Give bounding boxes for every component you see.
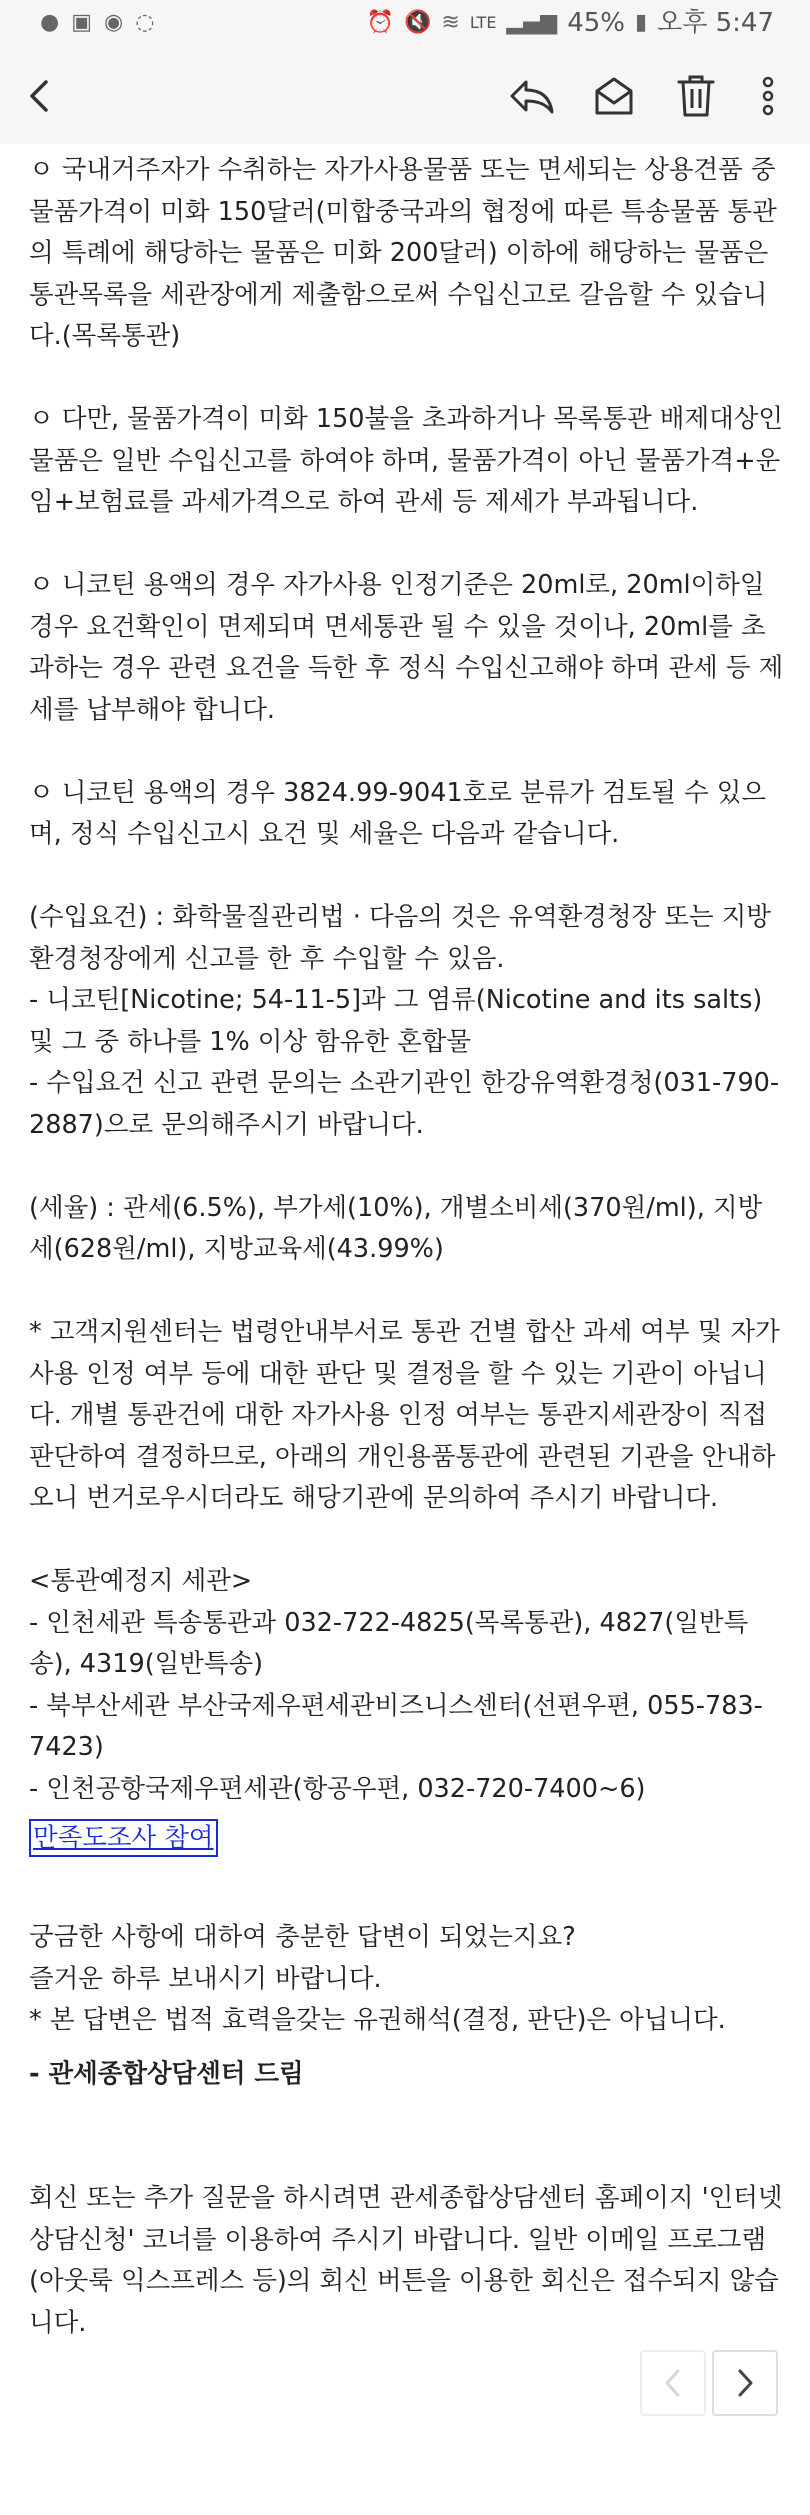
clock: 오후 5:47 (657, 8, 774, 38)
paragraph: - 북부산세관 부산국제우편세관비즈니스센터(선편우편, 055-783-7423) (29, 1690, 763, 1762)
envelope-open-icon (593, 75, 635, 117)
reply-icon (508, 76, 556, 116)
email-body (29, 150, 785, 2344)
survey-link[interactable]: 만족도조사 참여 (29, 1819, 218, 1857)
status-bar (0, 0, 810, 48)
paragraph: <통관예정지 세관> (29, 1566, 253, 1596)
signature: - 관세종합상담센터 드림 (29, 2058, 304, 2089)
alarm-icon: ⏰ (366, 10, 394, 35)
battery-icon: ▮ (635, 10, 648, 35)
network-type: LTE (469, 13, 497, 32)
paragraph: 회신 또는 추가 질문을 하시려면 관세종합상담센터 홈페이지 '인터넷상담신청' 코너를 이용하여 주시기 바랍니다. 일반 이메일 프로그램(아웃룩 익스프레스 등)의 회신 버튼을 이용한 회신은 접수되지 않습니다. (29, 2183, 783, 2338)
gallery-icon: ▣ (71, 10, 92, 35)
more-vertical-icon (761, 76, 775, 116)
previous-message-button[interactable] (640, 2350, 706, 2416)
paragraph: - 인천공항국제우편세관(항공우편, 032-720-7400~6) (29, 1773, 646, 1804)
app-badge-icon: ◌ (135, 10, 155, 35)
paragraph: 궁금한 사항에 대하여 충분한 답변이 되었는지요? (29, 1922, 576, 1952)
reply-button[interactable] (502, 66, 562, 126)
talk-icon: ◉ (104, 10, 124, 35)
paragraph: 즐거운 하루 보내시기 바랍니다. (29, 1963, 382, 1994)
paragraph: - 인천세관 특송통관과 032-722-4825(목록통관), 4827(일반특송), 4319(일반특송) (29, 1607, 749, 1679)
message-navigation (640, 2350, 778, 2416)
paragraph: - 수입요건 신고 관련 문의는 소관기관인 한강유역환경청(031-790-2887)으로 문의해주시기 바랍니다. (29, 1068, 780, 1140)
chevron-left-icon (661, 2368, 685, 2398)
notification-icons (40, 8, 154, 38)
delete-button[interactable] (666, 66, 726, 126)
mute-icon: 🔇 (404, 10, 432, 35)
back-button[interactable] (10, 66, 70, 126)
notification-app-icon: ● (40, 10, 60, 35)
system-status (367, 6, 774, 40)
paragraph: ㅇ 국내거주자가 수취하는 자가사용물품 또는 면세되는 상용견품 중 물품가격이 미화 150달러(미합중국과의 협정에 따른 특송물품 통관의 특례에 해당하는 물품은 미화 200달러) 이하에 해당하는 물품은 통관목록을 세관장에게 제출함으로써 수입신고로 갈음할 수 있습니다.(목록통관) (29, 155, 777, 351)
paragraph: (세율) : 관세(6.5%), 부가세(10%), 개별소비세(370원/ml), 지방세(628원/ml), 지방교육세(43.99%) (29, 1192, 763, 1264)
signal-icon: ▂▄▆ (506, 10, 558, 35)
chevron-left-icon (22, 78, 58, 114)
paragraph: * 본 답변은 법적 효력을갖는 유권해석(결정, 판단)은 아닙니다. (29, 2005, 726, 2035)
paragraph: ㅇ 니코틴 용액의 경우 자가사용 인정기준은 20ml로, 20ml이하일 경우 요건확인이 면제되며 면세통관 될 수 있을 것이나, 20ml를 초과하는 경우 관련 요건을 득한 후 정식 수입신고해야 하며 관세 등 제세를 납부해야 합니다. (29, 570, 784, 725)
paragraph: - 니코틴[Nicotine; 54-11-5]과 그 염류(Nicotine and its salts) 및 그 중 하나를 1% 이상 함유한 혼합물 (29, 985, 763, 1057)
mark-unread-button[interactable] (584, 66, 644, 126)
paragraph: ㅇ 다만, 물품가격이 미화 150불을 초과하거나 목록통관 배제대상인 물품은 일반 수입신고를 하여야 하며, 물품가격이 아닌 물품가격+운임+보험료를 과세가격으로 하여 관세 등 제세가 부과됩니다. (29, 404, 783, 517)
wifi-icon: ≋ (441, 10, 460, 35)
chevron-right-icon (733, 2368, 757, 2398)
more-options-button[interactable] (738, 66, 798, 126)
battery-percent: 45% (567, 8, 625, 38)
paragraph: ㅇ 니코틴 용액의 경우 3824.99-9041호로 분류가 검토될 수 있으며, 정식 수입신고시 요건 및 세율은 다음과 같습니다. (29, 777, 767, 849)
paragraph: * 고객지원센터는 법령안내부서로 통관 건별 합산 과세 여부 및 자가사용 인정 여부 등에 대한 판단 및 결정을 할 수 있는 기관이 아닙니다. 개별 통관건에 대한 자가사용 인정 여부는 통관지세관장이 직접 판단하여 결정하므로, 아래의 개인용품통관에 관련된 기관을 안내하오니 번거로우시더라도 해당기관에 문의하여 주시기 바랍니다. (29, 1317, 780, 1513)
trash-icon (677, 74, 715, 118)
next-message-button[interactable] (712, 2350, 778, 2416)
app-bar (0, 48, 810, 144)
paragraph: (수입요건) : 화학물질관리법 · 다음의 것은 유역환경청장 또는 지방환경청장에게 신고를 한 후 수입할 수 있음. (29, 902, 771, 974)
